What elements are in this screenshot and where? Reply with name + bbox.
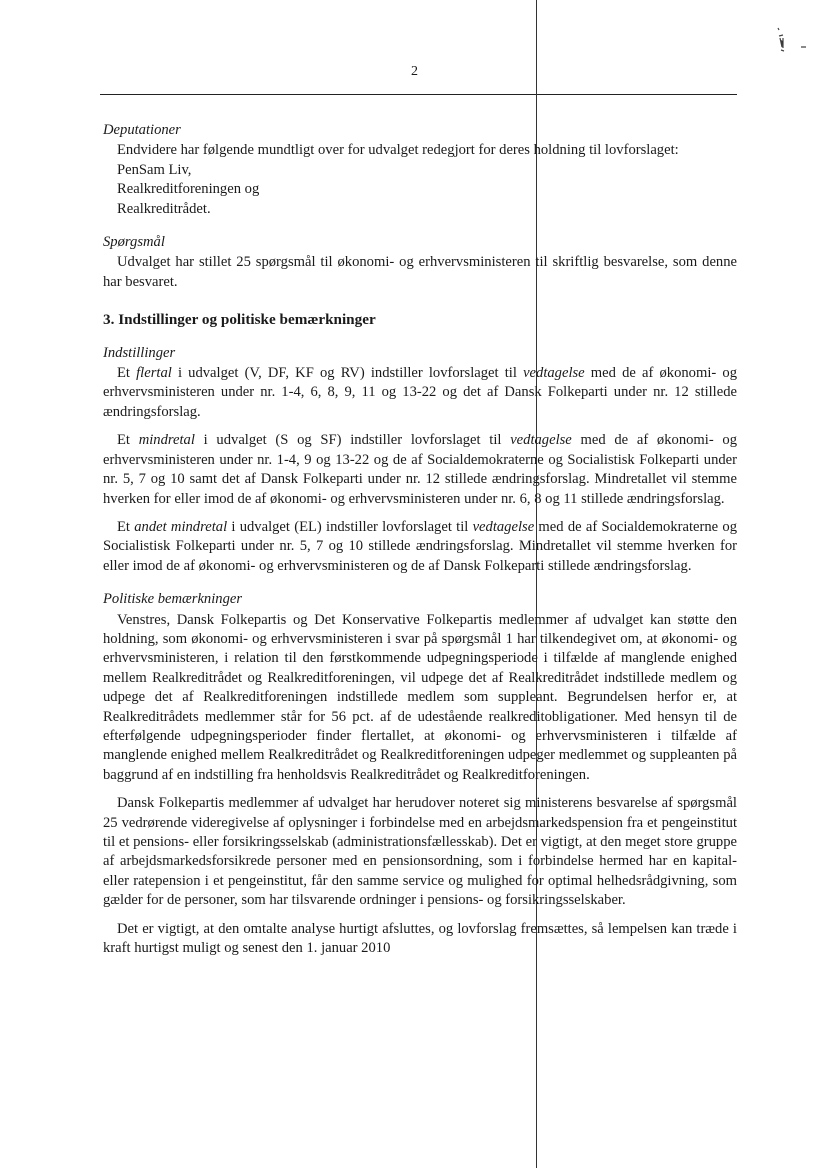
questions-heading: Spørgsmål — [103, 234, 165, 251]
document-body — [103, 121, 737, 958]
political-paragraph-3: Det er vigtigt, at den omtalte analyse hurtigt afsluttes, og lovforslag fremsættes, så lempelsen kan træde i kraft hurtigst muligt og senest den 1. januar 2010 — [103, 920, 737, 957]
deputations-heading: Deputationer — [103, 122, 181, 138]
section-3-title: 3. Indstillinger og politiske bemærkninger — [103, 311, 376, 329]
deputation-item: Realkreditrådet. — [117, 200, 211, 217]
minority-2-paragraph: Et andet mindretal i udvalget (EL) indstiller lovforslaget til vedtagelse med de af Socialdemokraterne og Socialistisk Folkeparti under nr. 5, 7 og 10 stillede ændringsforslag. Mindretallet vil stemme hverken for eller imod de af økonomi- og erhvervsministeren og de af Dansk Folkeparti stillede ændringsforslag. — [103, 518, 738, 574]
recommendations-heading: Indstillinger — [103, 344, 176, 361]
deputations-intro: Endvidere har følgende mundtligt over for udvalget redegjort for deres holdning til lovforslaget: — [117, 142, 679, 159]
political-remarks-heading: Politiske bemærkninger — [103, 591, 243, 608]
political-paragraph-2: Dansk Folkepartis medlemmer af udvalget har herudover noteret sig ministerens besvarelse af spørgsmål 25 vedrørende videregivelse af oplysninger i forbindelse med en arbejdsmarkedspension fra et pengeinstitut til et pensions- eller forsikringsselskab (administrationsfællesskab). Det er vigtigt, at den meget store gruppe af arbejdsmarkedsforsikrede personer med en pensionsordning, som i forbindelse hermed har en kapital- eller ratepension i et pengeinstitut, får den samme service og mulighed for optimal helhedsrådgivning, som gælder for de personer, som har tilsvarende ordninger i pensions- og forsikringsselskaber. — [103, 795, 737, 909]
questions-text: Udvalget har stillet 25 spørgsmål til økonomi- og erhvervsministeren til skriftlig besvarelse, som denne har besvaret. — [103, 254, 737, 290]
header-rule — [100, 94, 737, 95]
deputation-item: PenSam Liv, — [117, 161, 192, 178]
page-number: 2 — [411, 64, 418, 79]
scan-mark-icon — [770, 20, 814, 60]
minority-1-paragraph: Et mindretal i udvalget (S og SF) indstiller lovforslaget til vedtagelse med de af økonomi- og erhvervsministeren under nr. 1-4, 9 og 13-22 og de af Socialdemokraterne og Socialistisk Folkeparti under nr. 5, 7 og 10 samt det af Dansk Folkeparti under nr. 12 stillede ændringsforslag. Mindretallet vil stemme hverken for eller imod de af økonomi- og erhvervsministeren under nr. 6, 8 og 11 stillede ændringsforslag. — [103, 432, 737, 507]
deputation-item: Realkreditforeningen og — [117, 181, 260, 198]
political-paragraph-1: Venstres, Dansk Folkepartis og Det Konservative Folkepartis medlemmer af udvalget kan støtte den holdning, som økonomi- og erhvervsministeren i svar på spørgsmål 1 har tilkendegivet om, at økonomi- og erhvervsministeren, i relation til den førstkommende udpegningsperiode i tilfælde af manglende enighed mellem Realkreditrådet og Realkreditforeningen, vil udpege det af Realkreditrådet indstillede medlem og udpege det af Realkreditforeningen indstillede medlem som suppleant. Begrundelsen herfor er, at Realkreditrådets medlemmer står for 56 pct. af de udestående realkreditobligationer. Med hensyn til de efterfølgende udpegningsperioder finder flertallet, at økonomi- og erhvervsministeren i tilfælde af manglende enighed mellem Realkreditrådet og Realkreditforeningen udpeger medlemmet og suppleanten på baggrund af en indstilling fra henholdsvis Realkreditrådet og Realkreditforeningen. — [103, 611, 737, 783]
majority-paragraph: Et flertal i udvalget (V, DF, KF og RV) indstiller lovforslaget til vedtagelse med de af økonomi- og erhvervsministeren under nr. 1-4, 6, 8, 9, 11 og 13-22 og det af Dansk Folkeparti under nr. 12 stillede ændringsforslag. — [103, 365, 737, 420]
